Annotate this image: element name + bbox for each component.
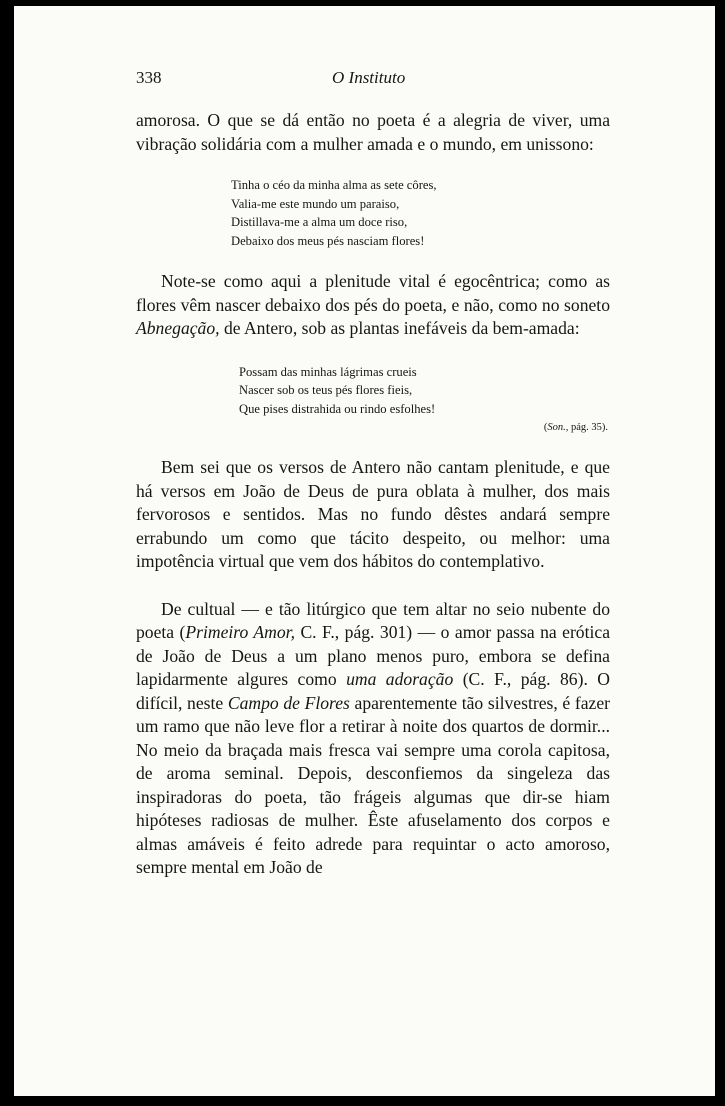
poem-line: Tinha o céo da minha alma as sete côres,	[231, 178, 437, 192]
poem-line: Possam das minhas lágrimas crueis	[239, 364, 417, 379]
running-title: O Instituto	[332, 68, 406, 87]
quoted-phrase: uma adoração	[346, 669, 454, 689]
page-body	[136, 109, 610, 880]
poem-stanza-1	[231, 176, 610, 250]
poem-line: Debaixo dos meus pés nasciam flores!	[231, 233, 425, 248]
poem-citation: (Son., pág. 35).	[543, 422, 608, 433]
poem-line: Nascer sob os teus pés flores fieis,	[239, 383, 413, 397]
poem-stanza-2	[239, 363, 610, 436]
paragraph-4-text: (C. F., pág. 86). O difícil, neste	[136, 669, 610, 713]
paragraph-4	[136, 598, 610, 880]
citation-work: Son.	[547, 422, 566, 433]
poem-line: Valia-me este mundo um paraiso,	[231, 196, 400, 211]
paragraph-1: amorosa. O que se dá então no poeta é a alegria de viver, uma vibração solidária com a mulher amada e o mundo, em unissono:	[136, 110, 610, 154]
poem-line: Que pises distrahida ou rindo esfolhes!	[239, 401, 436, 416]
paragraph-2-text-end: de Antero, sob as plantas inefáveis da bem-amada:	[219, 318, 580, 338]
book-title-campo-de-flores: Campo de Flores	[227, 692, 350, 713]
paragraph-3: Bem sei que os versos de Antero não cantam plenitude, e que há versos em João de Deus de pura oblata à mulher, dos mais fervorosos e sentidos. Mas no fundo dêstes andará sempre errabundo um como que tácito despeito, ou melhor: uma impotência virtual que vem dos hábitos do contemplativo.	[136, 457, 610, 571]
poem-title-primeiro-amor: Primeiro Amor,	[185, 622, 295, 642]
citation-page: , pág. 35).	[565, 422, 608, 433]
sonnet-title: Abnegação,	[136, 318, 220, 338]
paragraph-2	[136, 270, 610, 341]
paragraph-4-text: C. F., pág. 301) — o amor passa na erótica de João de Deus a um plano menos puro, embora se defina lapidarmente algures como	[136, 622, 610, 689]
paragraph-4-text: aparentemente tão silvestres, é fazer um ramo que não leve flor a retirar à noite dos quartos de dormir... No meio da braçada mais fresca vai sempre uma corola capitosa, de aroma seminal. Depois, desconfiemos da singeleza das inspiradoras do poeta, tão frágeis algumas que dir-se hiam hipóteses radiosas de mulher. Êste afuselamento dos corpos e almas amáveis é feito adrede para requintar o acto amoroso, sempre mental em João de	[136, 692, 610, 877]
page-number: 338	[136, 68, 162, 87]
poem-line: Distillava-me a alma um doce riso,	[231, 215, 408, 229]
page-header	[136, 68, 606, 98]
paragraph-2-text: Note-se como aqui a plenitude vital é egocêntrica; como as flores vêm nascer debaixo dos pés do poeta, e não, como no soneto	[136, 271, 610, 315]
paragraph-4-text: De cultual — e tão litúrgico que tem altar no seio nubente do poeta (	[136, 598, 610, 642]
